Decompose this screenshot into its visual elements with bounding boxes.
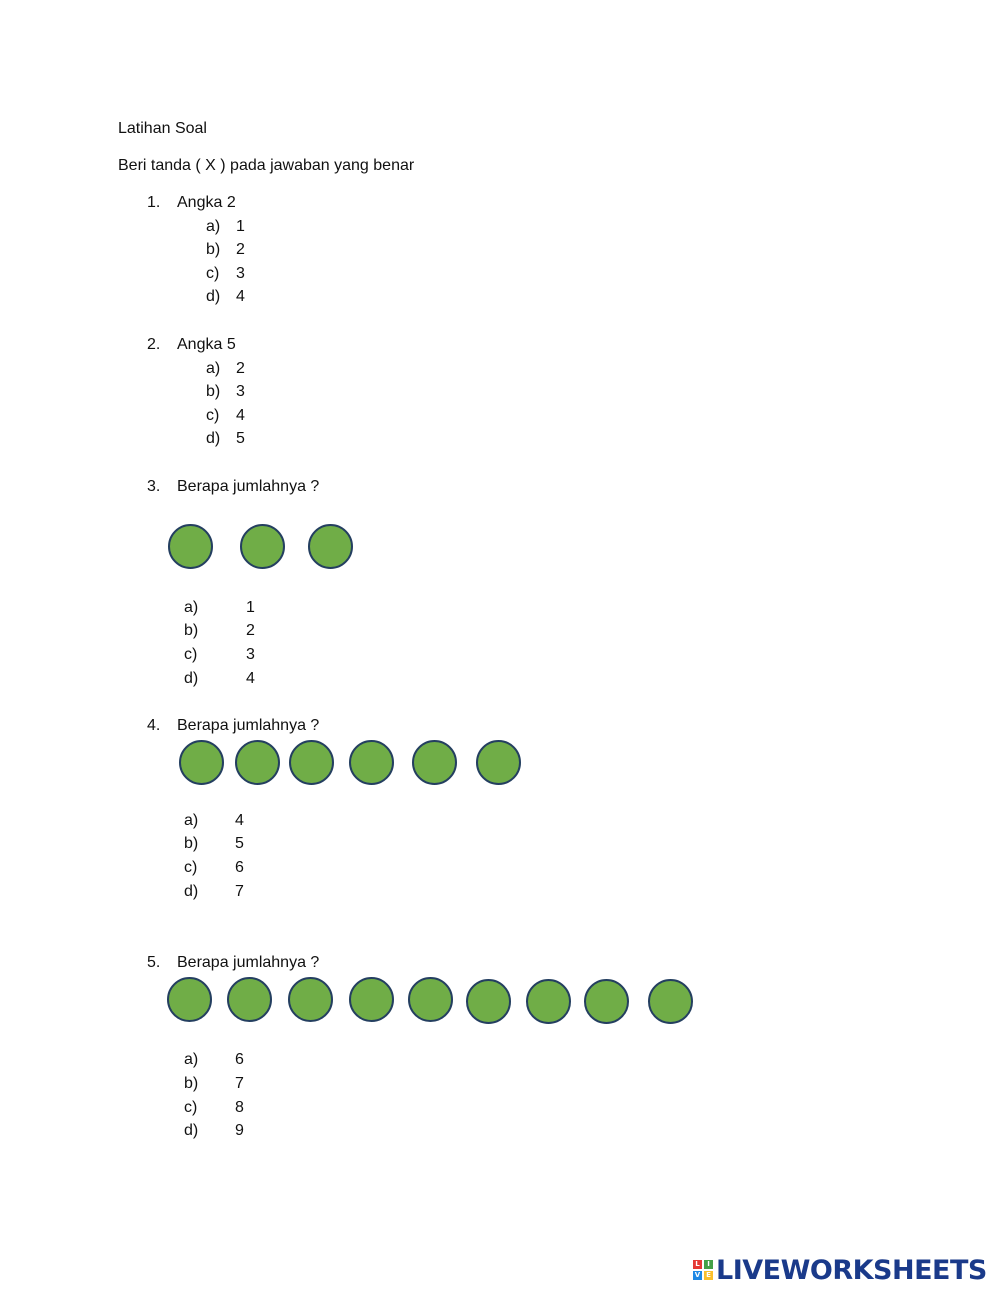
question-number: 5.: [147, 954, 161, 971]
option-value[interactable]: 1: [246, 599, 255, 616]
question-number: 1.: [147, 194, 161, 211]
question-text: Berapa jumlahnya ?: [177, 717, 320, 734]
option-value[interactable]: 7: [235, 1075, 244, 1092]
counting-circle: [179, 740, 224, 785]
counting-circle: [412, 740, 457, 785]
option-letter: c): [184, 859, 198, 876]
counting-circle: [227, 977, 272, 1022]
option-value[interactable]: 3: [236, 265, 245, 282]
logo-tile: E: [704, 1271, 713, 1280]
option-value[interactable]: 4: [246, 670, 255, 687]
option-value[interactable]: 3: [236, 383, 245, 400]
option-letter: d): [206, 430, 221, 447]
question-text: Angka 2: [177, 194, 236, 211]
logo-tile: V: [694, 1271, 701, 1279]
option-value[interactable]: 4: [236, 288, 245, 305]
logo-tiles-icon: [693, 1260, 713, 1280]
option-letter: b): [184, 835, 199, 852]
option-value[interactable]: 6: [235, 1051, 244, 1068]
question-number: 2.: [147, 336, 161, 353]
option-value[interactable]: 4: [235, 812, 244, 829]
option-value[interactable]: 8: [235, 1099, 244, 1116]
counting-circle: [349, 740, 394, 785]
option-letter: d): [184, 1122, 199, 1139]
counting-circle: [349, 977, 394, 1022]
option-value[interactable]: 2: [246, 622, 255, 639]
question-text: Berapa jumlahnya ?: [177, 478, 320, 495]
counting-circle: [308, 524, 353, 569]
option-letter: c): [206, 265, 220, 282]
counting-circle: [466, 979, 511, 1024]
counting-circle: [526, 979, 571, 1024]
question-number: 4.: [147, 717, 161, 734]
option-letter: a): [184, 599, 199, 616]
option-value[interactable]: 7: [235, 883, 244, 900]
option-letter: b): [184, 622, 199, 639]
option-letter: a): [184, 812, 199, 829]
option-letter: d): [184, 883, 199, 900]
option-value[interactable]: 6: [235, 859, 244, 876]
question-number: 3.: [147, 478, 161, 495]
option-letter: c): [206, 407, 220, 424]
counting-circle: [408, 977, 453, 1022]
option-value[interactable]: 3: [246, 646, 255, 663]
logo-tile: I: [704, 1260, 713, 1269]
counting-circle: [168, 524, 213, 569]
logo-tile: L: [693, 1260, 702, 1269]
instruction-text: Beri tanda ( X ) pada jawaban yang benar: [118, 157, 415, 174]
option-value[interactable]: 5: [236, 430, 245, 447]
counting-circle: [476, 740, 521, 785]
logo-text: LIVEWORKSHEETS: [716, 1254, 987, 1286]
counting-circle: [240, 524, 285, 569]
option-letter: c): [184, 1099, 198, 1116]
question-text: Angka 5: [177, 336, 236, 353]
counting-circle: [167, 977, 212, 1022]
option-value[interactable]: 5: [235, 835, 244, 852]
counting-circle: [288, 977, 333, 1022]
counting-circle: [648, 979, 693, 1024]
option-letter: d): [184, 670, 199, 687]
option-value[interactable]: 1: [236, 218, 245, 235]
option-value[interactable]: 4: [236, 407, 245, 424]
option-letter: a): [206, 218, 221, 235]
option-letter: c): [184, 646, 198, 663]
option-value[interactable]: 9: [235, 1122, 244, 1139]
option-value[interactable]: 2: [236, 360, 245, 377]
option-letter: b): [206, 241, 221, 258]
question-text: Berapa jumlahnya ?: [177, 954, 320, 971]
counting-circle: [235, 740, 280, 785]
option-letter: b): [184, 1075, 199, 1092]
option-letter: a): [184, 1051, 199, 1068]
counting-circle: [584, 979, 629, 1024]
option-letter: a): [206, 360, 221, 377]
option-letter: b): [206, 383, 221, 400]
page-title: Latihan Soal: [118, 120, 207, 137]
counting-circle: [289, 740, 334, 785]
liveworksheets-logo: [693, 1254, 987, 1286]
option-value[interactable]: 2: [236, 241, 245, 258]
option-letter: d): [206, 288, 221, 305]
